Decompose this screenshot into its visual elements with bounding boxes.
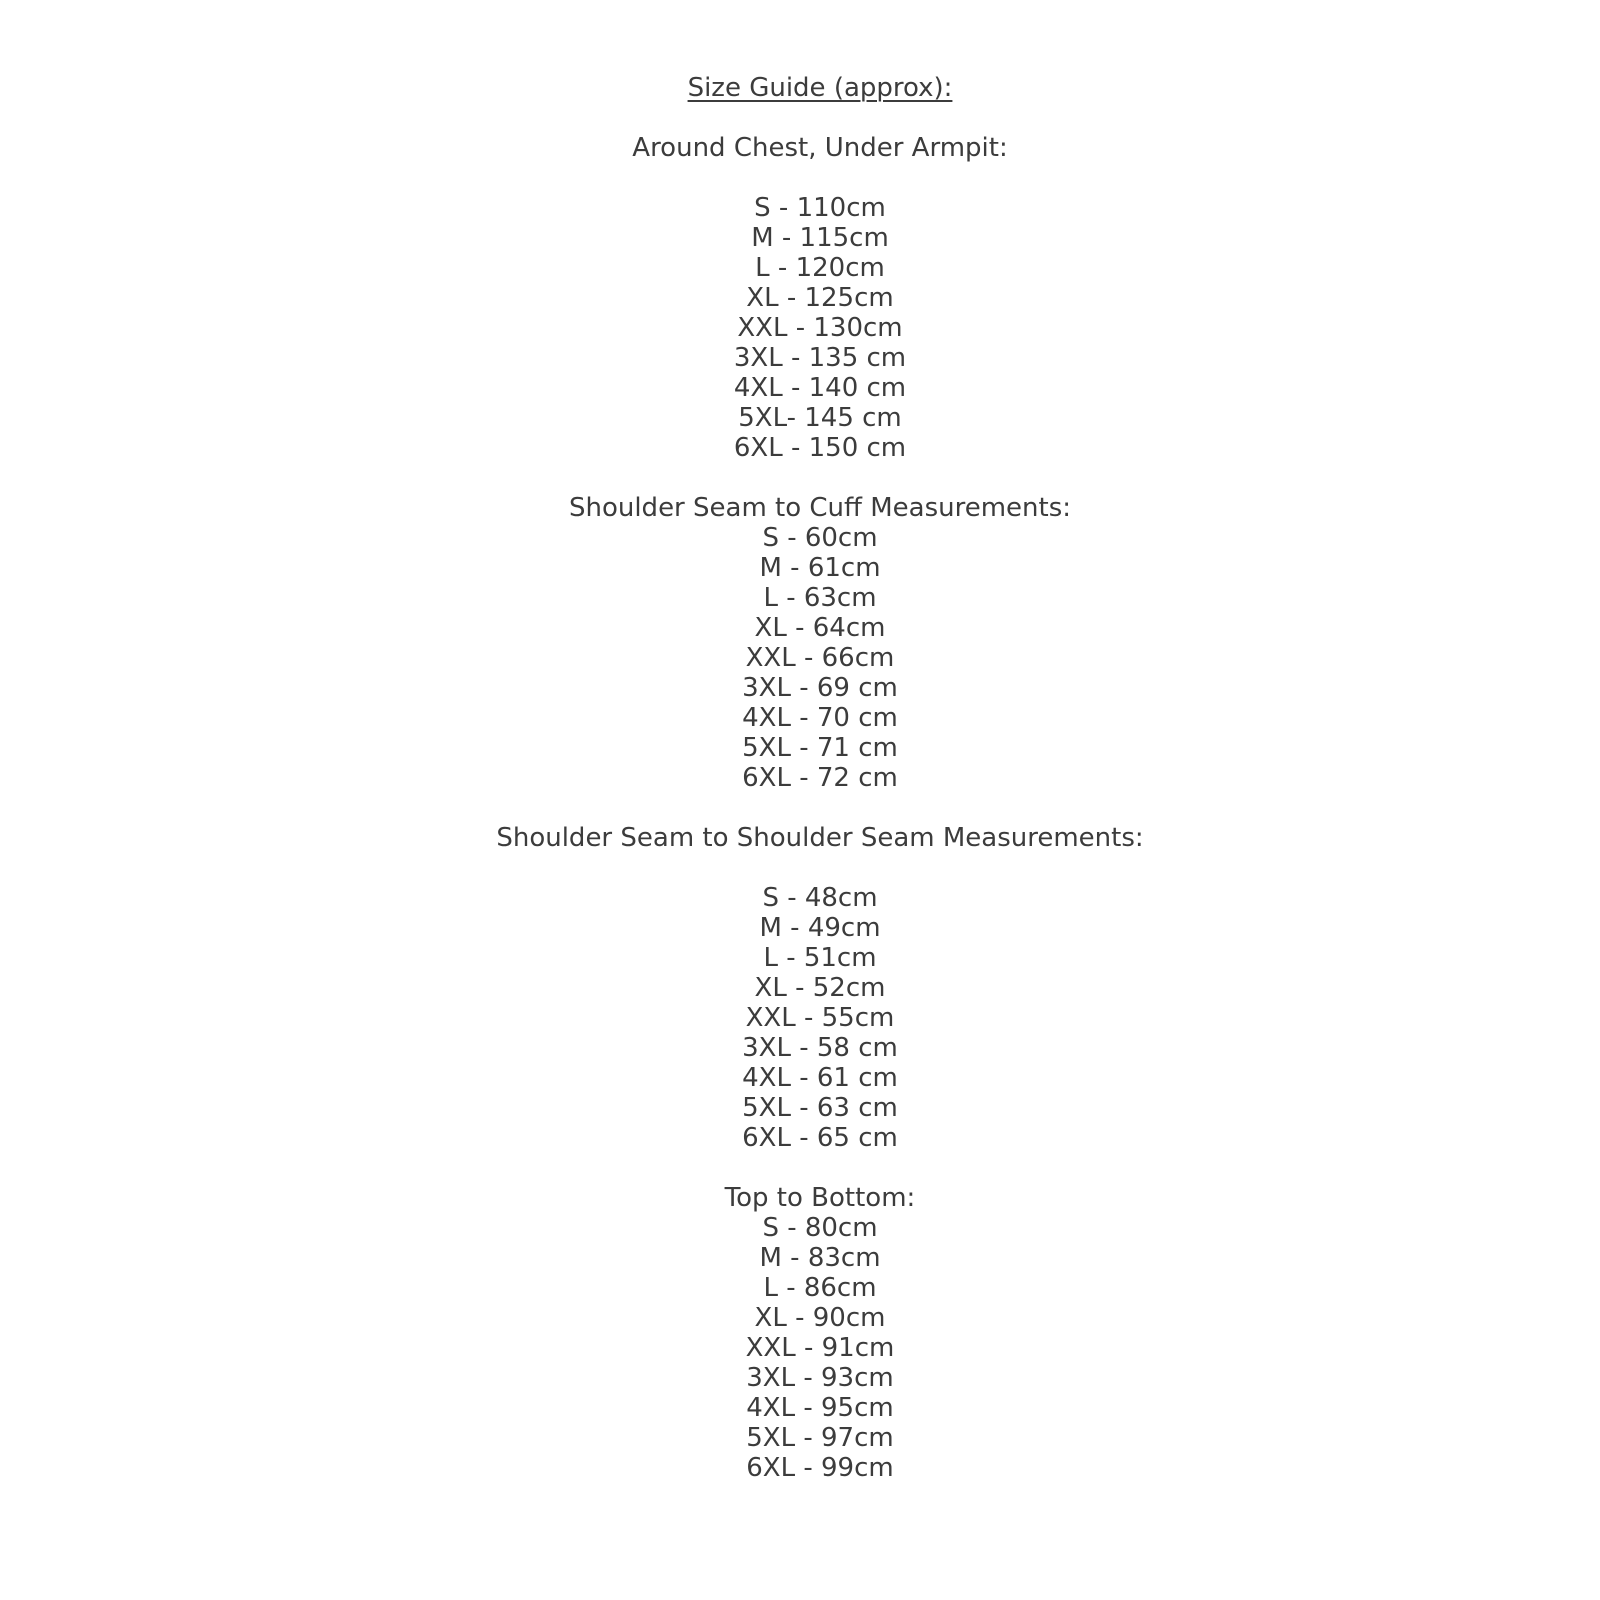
size-measurement-line: S - 110cm — [754, 193, 886, 223]
size-measurement-line: XL - 64cm — [754, 613, 886, 643]
size-measurement-line: L - 51cm — [763, 943, 877, 973]
size-measurement-line: M - 61cm — [759, 553, 881, 583]
size-measurement-line: XXL - 91cm — [745, 1333, 895, 1363]
size-measurement-line: S - 60cm — [762, 523, 878, 553]
size-measurement-line: M - 115cm — [751, 223, 889, 253]
size-measurement-line: 3XL - 93cm — [746, 1363, 894, 1393]
size-measurement-line: 5XL- 145 cm — [738, 403, 902, 433]
size-measurement-line: S - 48cm — [762, 883, 878, 913]
size-measurement-line: 3XL - 69 cm — [742, 673, 898, 703]
size-measurement-line: L - 120cm — [755, 253, 885, 283]
section-around-chest — [20, 133, 1600, 463]
size-measurement-line: 4XL - 70 cm — [742, 703, 898, 733]
size-list-shoulder-to-shoulder — [20, 883, 1600, 1153]
size-list-shoulder-to-cuff — [20, 523, 1600, 793]
size-measurement-line: 6XL - 72 cm — [742, 763, 898, 793]
section-heading-shoulder-to-shoulder: Shoulder Seam to Shoulder Seam Measurements: — [496, 823, 1144, 853]
size-measurement-line: 6XL - 65 cm — [742, 1123, 898, 1153]
size-measurement-line: L - 86cm — [763, 1273, 877, 1303]
size-measurement-line: 5XL - 97cm — [746, 1423, 894, 1453]
size-measurement-line: M - 49cm — [759, 913, 881, 943]
size-measurement-line: 4XL - 61 cm — [742, 1063, 898, 1093]
size-measurement-line: XL - 52cm — [754, 973, 886, 1003]
section-shoulder-to-shoulder — [20, 823, 1600, 1153]
size-measurement-line: XXL - 130cm — [737, 313, 903, 343]
size-measurement-line: 6XL - 99cm — [746, 1453, 894, 1483]
section-heading-around-chest: Around Chest, Under Armpit: — [632, 133, 1008, 163]
size-measurement-line: L - 63cm — [763, 583, 877, 613]
section-heading-shoulder-to-cuff: Shoulder Seam to Cuff Measurements: — [568, 493, 1072, 523]
size-measurement-line: 6XL - 150 cm — [733, 433, 907, 463]
page-title: Size Guide (approx): — [687, 73, 953, 103]
size-list-around-chest — [20, 193, 1600, 463]
section-heading-top-to-bottom: Top to Bottom: — [724, 1183, 916, 1213]
size-measurement-line: 5XL - 71 cm — [742, 733, 898, 763]
size-measurement-line: 3XL - 58 cm — [742, 1033, 898, 1063]
size-list-top-to-bottom — [20, 1213, 1600, 1483]
size-measurement-line: 3XL - 135 cm — [733, 343, 907, 373]
size-measurement-line: XL - 90cm — [754, 1303, 886, 1333]
section-top-to-bottom — [20, 1183, 1600, 1483]
size-measurement-line: 5XL - 63 cm — [742, 1093, 898, 1123]
size-measurement-line: XXL - 66cm — [745, 643, 895, 673]
size-measurement-line: XL - 125cm — [746, 283, 894, 313]
section-shoulder-to-cuff — [20, 493, 1600, 793]
size-measurement-line: 4XL - 140 cm — [733, 373, 907, 403]
size-guide-document — [20, 0, 1600, 1483]
size-measurement-line: S - 80cm — [762, 1213, 878, 1243]
size-measurement-line: XXL - 55cm — [745, 1003, 895, 1033]
size-measurement-line: M - 83cm — [759, 1243, 881, 1273]
size-measurement-line: 4XL - 95cm — [746, 1393, 894, 1423]
